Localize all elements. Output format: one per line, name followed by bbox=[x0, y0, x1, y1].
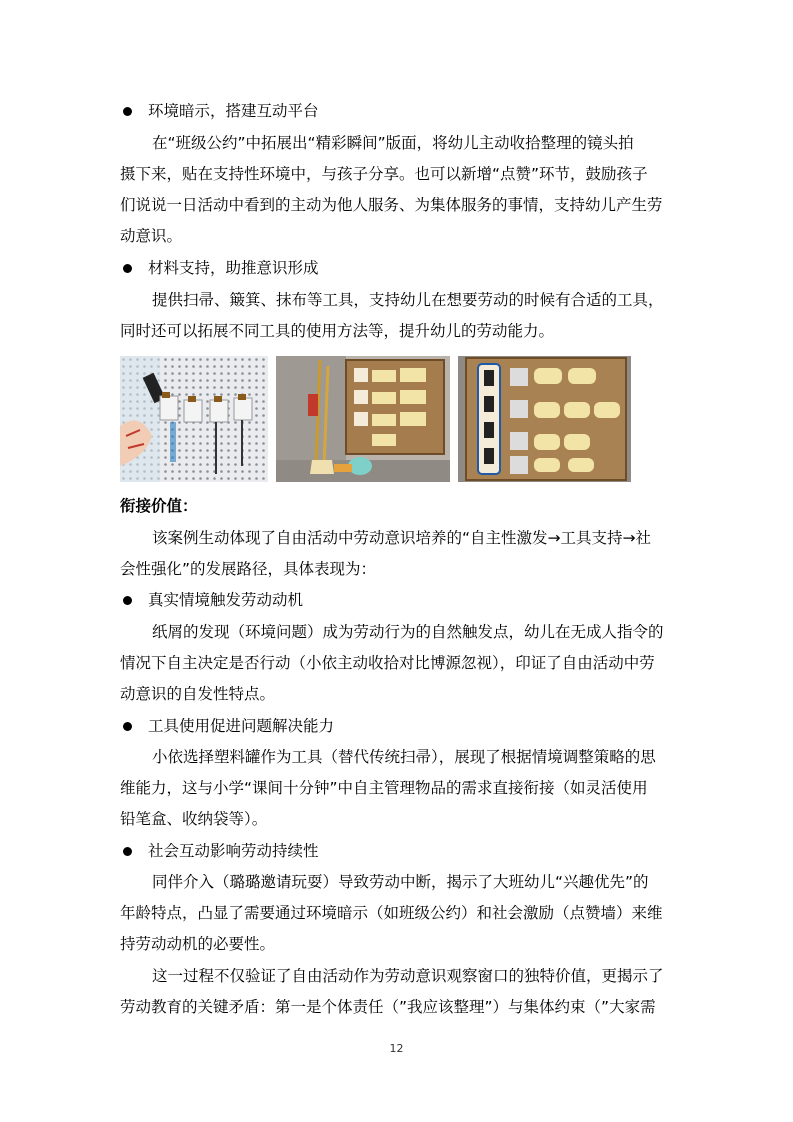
bullet-heading: 工具使用促进问题解决能力 bbox=[148, 717, 335, 735]
bullet-heading: 社会互动影响劳动持续性 bbox=[148, 842, 319, 860]
page-number: 12 bbox=[389, 1042, 404, 1055]
photo-tool-pegboard bbox=[120, 356, 268, 482]
section-heading: 衔接价值： bbox=[120, 497, 198, 515]
paragraph-line: 情况下自主决定是否行动（小依主动收拾对比博源忽视），印证了自由活动中劳 bbox=[120, 654, 655, 672]
paragraph-line: 在“班级公约”中拓展出“精彩瞬间”版面，将幼儿主动收拾整理的镜头拍 bbox=[152, 134, 634, 152]
bullet-heading: 材料支持，助推意识形成 bbox=[148, 259, 319, 277]
paragraph-line: 纸屑的发现（环境问题）成为劳动行为的自然触发点，幼儿在无成人指令的 bbox=[152, 623, 664, 641]
paragraph-line: 劳动教育的关键矛盾：第一是个体责任（”我应该整理”）与集体约束（”大家需 bbox=[120, 998, 656, 1016]
photo-broom-corner bbox=[276, 356, 450, 482]
bullet-dot-icon bbox=[123, 847, 132, 856]
bullet-heading: 环境暗示，搭建互动平台 bbox=[148, 102, 319, 120]
paragraph-line: 持劳动动机的必要性。 bbox=[120, 935, 276, 953]
paragraph-line: 会性强化”的发展路径，具体表现为： bbox=[120, 560, 377, 578]
paragraph-line: 摄下来，贴在支持性环境中，与孩子分享。也可以新增“点赞”环节，鼓励孩子 bbox=[120, 165, 648, 183]
paragraph-line: 同伴介入（璐璐邀请玩耍）导致劳动中断，揭示了大班幼儿“兴趣优先”的 bbox=[152, 873, 649, 891]
paragraph-line: 维能力，这与小学“课间十分钟”中自主管理物品的需求直接衔接（如灵活使用 bbox=[120, 779, 648, 797]
paragraph-line: 提供扫帚、簸箕、抹布等工具，支持幼儿在想要劳动的时候有合适的工具， bbox=[152, 291, 664, 309]
photo-tool-board bbox=[458, 356, 631, 482]
paragraph-line: 同时还可以拓展不同工具的使用方法等，提升幼儿的劳动能力。 bbox=[120, 322, 555, 340]
bullet-dot-icon bbox=[123, 107, 132, 116]
paragraph-line: 铅笔盒、收纳袋等）。 bbox=[120, 810, 268, 828]
bullet-dot-icon bbox=[123, 596, 132, 605]
paragraph-line: 小依选择塑料罐作为工具（替代传统扫帚），展现了根据情境调整策略的思 bbox=[152, 748, 656, 766]
paragraph-line: 这一过程不仅验证了自由活动作为劳动意识观察窗口的独特价值，更揭示了 bbox=[152, 967, 664, 985]
paragraph-line: 动意识的自发性特点。 bbox=[120, 685, 276, 703]
bullet-dot-icon bbox=[123, 264, 132, 273]
bullet-dot-icon bbox=[123, 722, 132, 731]
bullet-heading: 真实情境触发劳动动机 bbox=[148, 591, 304, 609]
paragraph-line: 该案例生动体现了自由活动中劳动意识培养的“自主性激发→工具支持→社 bbox=[152, 529, 652, 547]
paragraph-line: 们说说一日活动中看到的主动为他人服务、为集体服务的事情，支持幼儿产生劳 bbox=[120, 196, 663, 214]
paragraph-line: 年龄特点，凸显了需要通过环境暗示（如班级公约）和社会激励（点赞墙）来维 bbox=[120, 904, 663, 922]
paragraph-line: 动意识。 bbox=[120, 227, 183, 245]
